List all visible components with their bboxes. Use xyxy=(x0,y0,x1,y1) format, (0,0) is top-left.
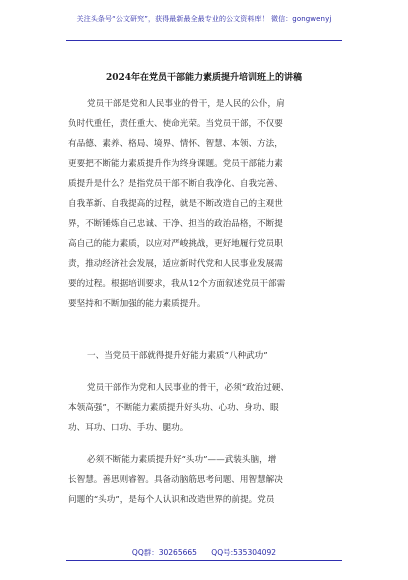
text-line: 必须不断能力素质提升好“头功”——武装头脑，增 xyxy=(87,455,277,465)
document-title: 2024年在党员干部能力素质提升培训班上的讲稿 xyxy=(105,73,303,83)
page-header: 关注头条号“公文研究”，获得最新最全最专业的公文资料库！ 微信：gongwenyj xyxy=(76,15,332,23)
paragraph-1 xyxy=(68,94,344,314)
paragraph-2 xyxy=(68,378,344,438)
heading-line: 一、当党员干部就得提升好能力素质“八种武功” xyxy=(87,351,268,361)
text-line: 要坚持和不断加强的能力素质提升。 xyxy=(68,299,206,309)
text-line: 党员干部作为党和人民事业的骨干，必须“政治过硬、 xyxy=(87,383,290,393)
qq-group-number: QQ群：30265665 xyxy=(131,548,197,557)
text-line: 更要把不断能力素质提升作为终身课题。党员干部能力素 xyxy=(68,159,283,169)
text-line: 界，不断锤炼自己忠诚、干净、担当的政治品格，不断提 xyxy=(68,219,283,229)
text-line: 问题的“头功”，是每个人认识和改造世界的前提。党员 xyxy=(68,495,275,505)
text-line: 责，推动经济社会发展，适应新时代党和人民事业发展需 xyxy=(68,259,283,269)
text-line: 质提升是什么？是指党员干部不断自我净化、自我完善、 xyxy=(68,179,283,189)
section-heading xyxy=(68,346,344,366)
text-line: 本领高强”，不断能力素质提升好头功、心功、身功、眼 xyxy=(68,403,279,413)
footer-divider xyxy=(66,560,342,561)
text-line: 长智慧。善思则睿智。具备动脑筋思考问题、用智慧解决 xyxy=(68,475,283,485)
qq-id-number: QQ号:535304092 xyxy=(211,548,277,557)
text-line: 高自己的能力素质，以应对严峻挑战，更好地履行党员职 xyxy=(68,239,283,249)
text-line: 自我革新、自我提高的过程，就是不断改造自己的主观世 xyxy=(68,199,283,209)
text-line: 党员干部是党和人民事业的骨干，是人民的公仆，肩 xyxy=(87,99,285,109)
header-divider xyxy=(66,40,342,41)
page-footer xyxy=(0,547,408,558)
text-line: 功、耳功、口功、手功、腿功。 xyxy=(68,423,189,433)
text-line: 有品德、素养、格局、境界、情怀、智慧、本领、方法， xyxy=(68,139,283,149)
paragraph-3 xyxy=(68,450,344,510)
text-line: 要的过程。根据培训要求，我从12个方面叙述党员干部需 xyxy=(68,279,286,289)
text-line: 负时代重任，责任重大、使命光荣。当党员干部，不仅要 xyxy=(68,119,283,129)
